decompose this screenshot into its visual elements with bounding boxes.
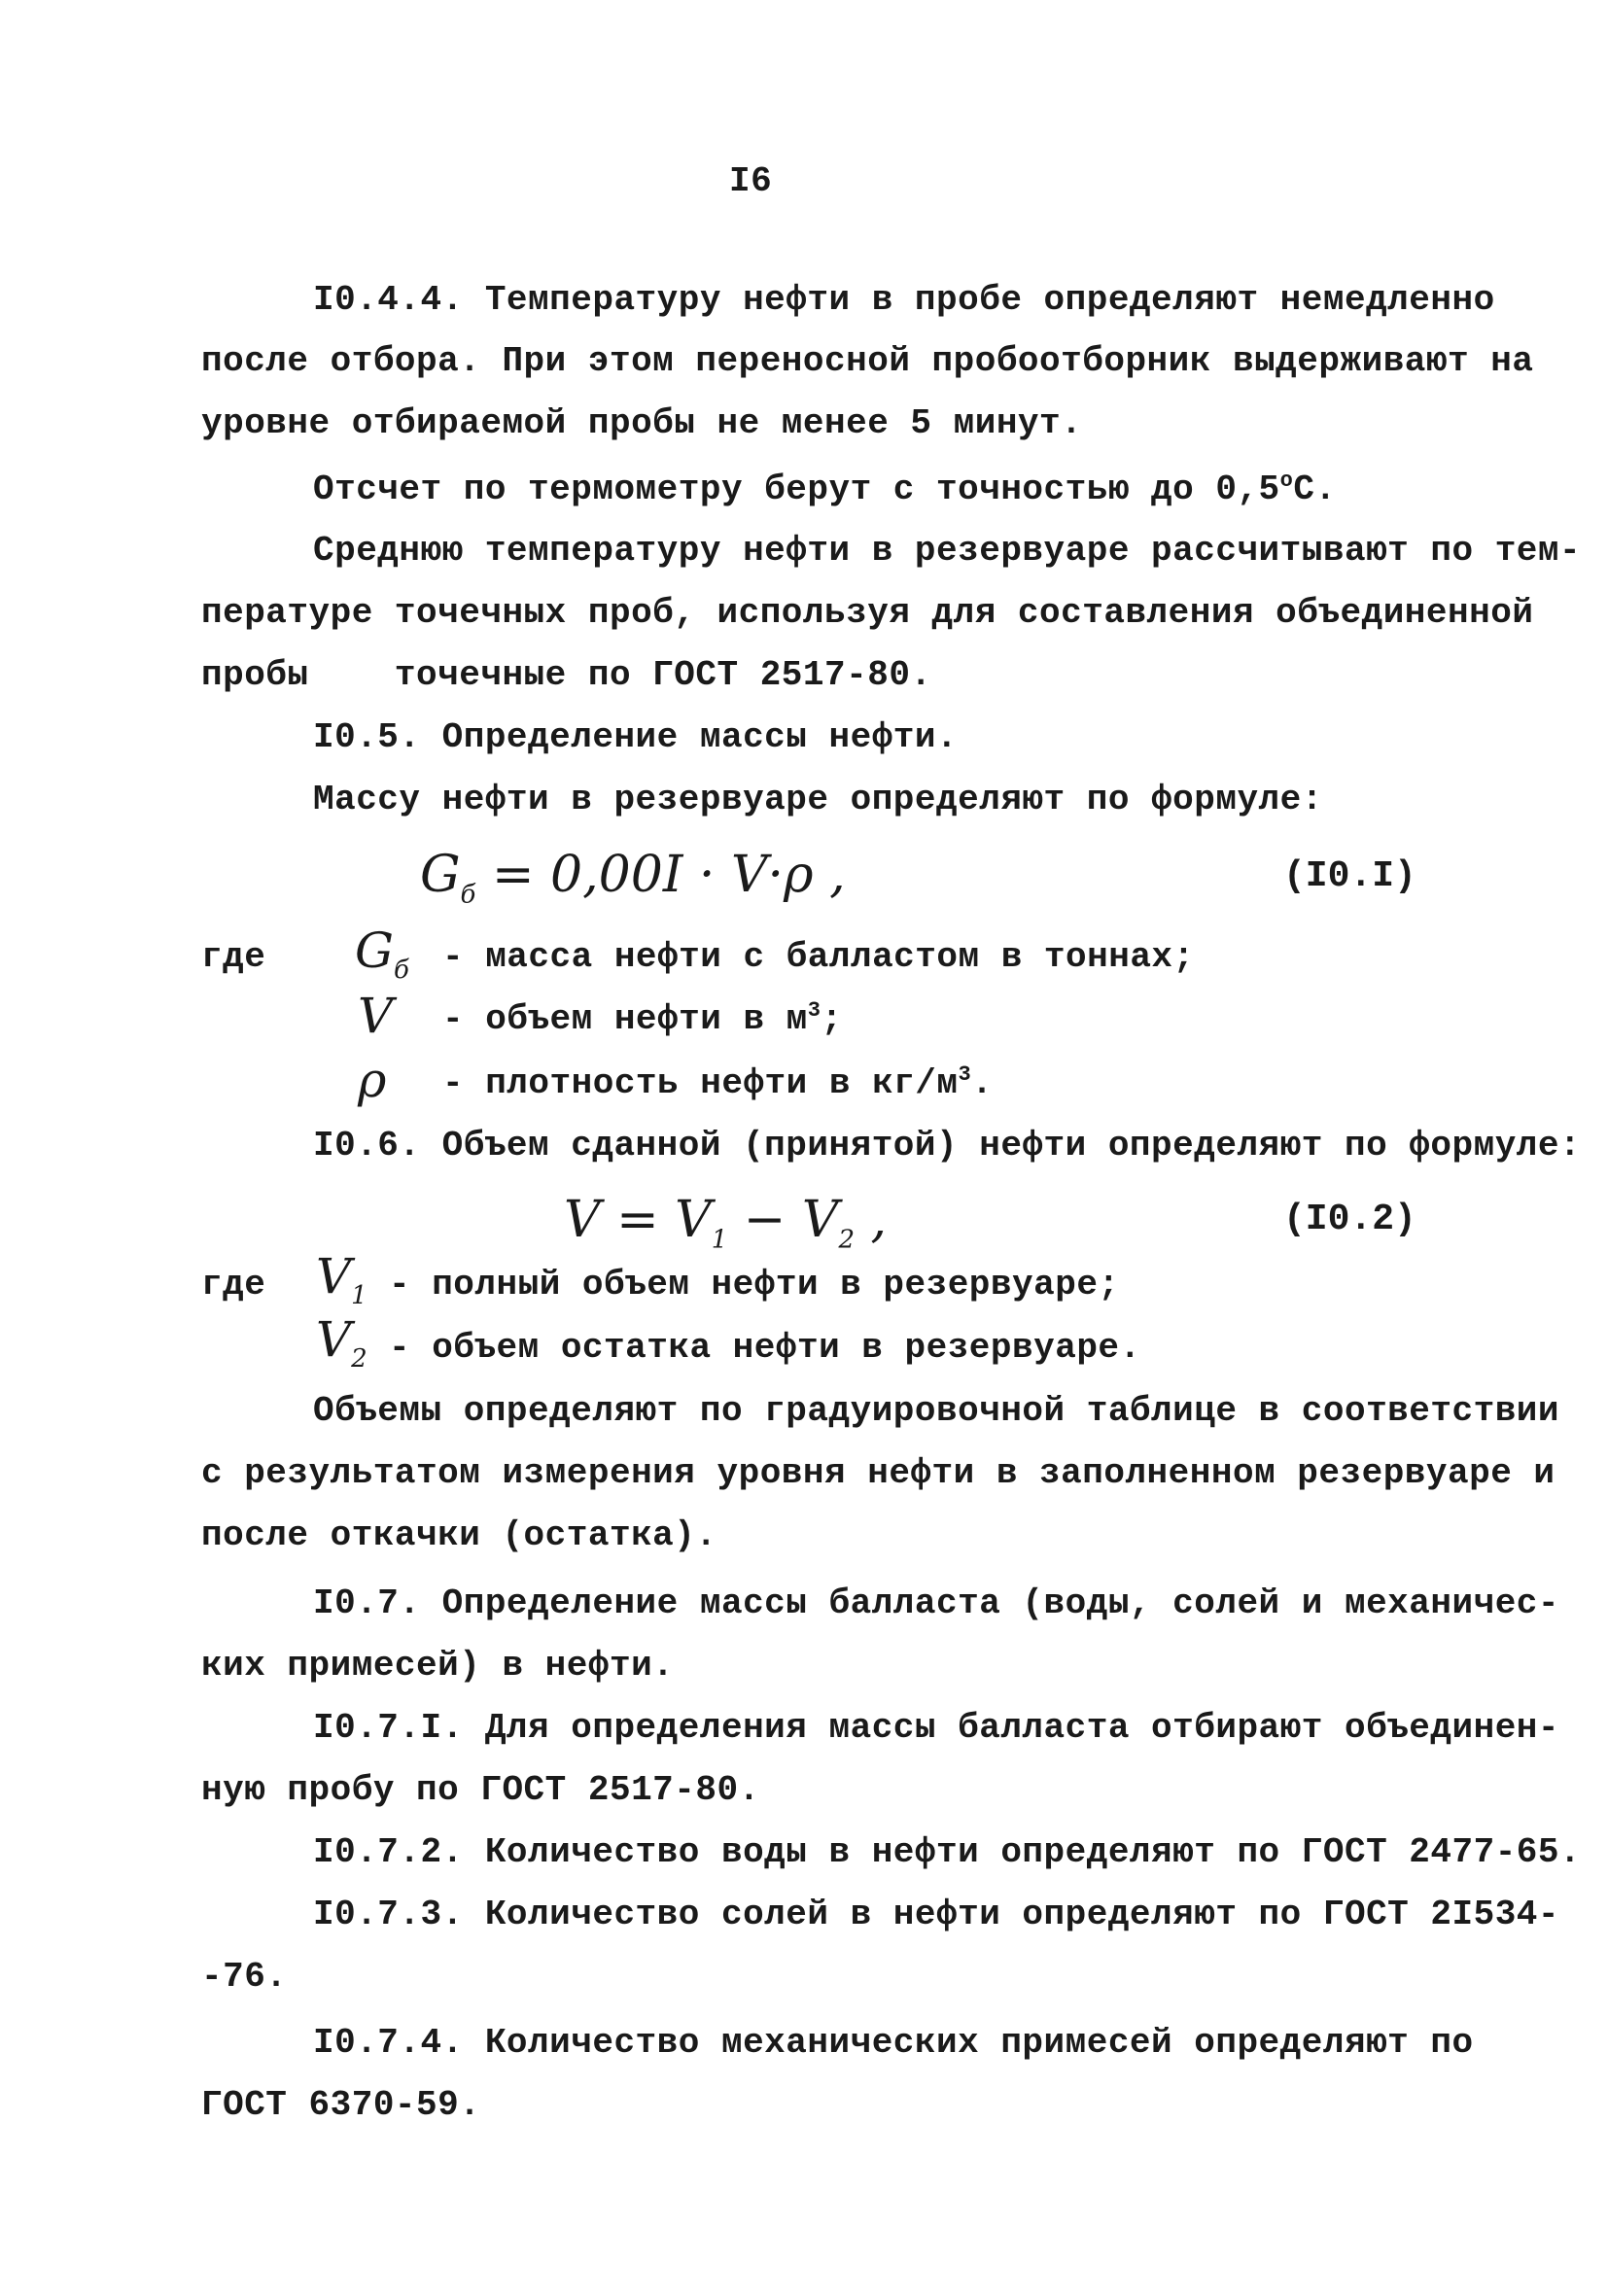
degree-sign: о — [1279, 469, 1294, 493]
formula-2 — [564, 1191, 888, 1255]
text-line: I0.7.4. Количество механических примесей определяют по — [313, 2023, 1474, 2063]
section-heading: I0.7. Определение массы балласта (воды, солей и механичес- — [313, 1583, 1560, 1623]
formula-rhs: = 0,00I · V·ρ , — [475, 846, 846, 904]
formula-subscript: б — [460, 880, 476, 910]
page-number: I6 — [729, 161, 773, 201]
text-line: с результатом измерения уровня нефти в заполненном резервуаре и — [201, 1453, 1556, 1493]
text-line: уровне отбираемой пробы не менее 5 минут. — [201, 403, 1083, 443]
formula-lhs: G — [420, 846, 461, 904]
text-segment: ; — [821, 999, 843, 1039]
text-line: I0.7.3. Количество солей в нефти определяют по ГОСТ 2I534- — [313, 1895, 1560, 1934]
text-line: ГОСТ 6370-59. — [201, 2085, 481, 2125]
formula-part: , — [855, 1191, 888, 1249]
superscript: 3 — [958, 1062, 972, 1087]
symbol-letter: G — [355, 922, 394, 979]
symbol — [316, 1248, 367, 1310]
text-segment: - объем нефти в м — [442, 999, 808, 1039]
formula-subscript: 1 — [711, 1225, 728, 1255]
text-line: I0.7.2. Количество воды в нефти определяют по ГОСТ 2477-65. — [313, 1832, 1582, 1872]
symbol-letter: V — [316, 1248, 352, 1305]
definition — [442, 998, 843, 1041]
text-line: после отбора. При этом переносной пробоотборник выдерживают на — [201, 341, 1534, 381]
text-line: I0.4.4. Температуру нефти в пробе определяют немедленно — [313, 280, 1495, 320]
text-line: ную пробу по ГОСТ 2517-80. — [201, 1770, 760, 1810]
symbol-subscript: 2 — [351, 1344, 367, 1374]
where-label: где — [201, 937, 266, 977]
formula-part: V = V — [564, 1191, 712, 1249]
symbol — [355, 922, 409, 985]
section-heading: I0.5. Определение массы нефти. — [313, 717, 959, 757]
text-line: пературе точечных проб, используя для составления объединенной — [201, 593, 1534, 633]
text-line: I0.7.I. Для определения массы балласта отбирают объединен- — [313, 1708, 1560, 1748]
definition: - полный объем нефти в резервуаре; — [389, 1265, 1120, 1305]
text-segment: С. — [1293, 470, 1337, 509]
symbol — [316, 1311, 367, 1374]
symbol-subscript: б — [393, 956, 409, 985]
formula-1 — [420, 846, 846, 910]
symbol: V — [358, 988, 394, 1044]
definition: - масса нефти с балластом в тоннах; — [442, 937, 1195, 977]
text-line — [313, 469, 1337, 511]
definition — [442, 1062, 993, 1105]
text-segment: . — [971, 1063, 994, 1103]
text-line: -76. — [201, 1957, 288, 1997]
text-line: ких примесей) в нефти. — [201, 1646, 675, 1686]
symbol-subscript: 1 — [351, 1281, 367, 1310]
formula-number: (I0.2) — [1283, 1199, 1416, 1240]
formula-part: − V — [727, 1191, 839, 1249]
text-line: пробы точечные по ГОСТ 2517-80. — [201, 655, 932, 695]
symbol-letter: V — [316, 1311, 352, 1368]
text-line: Массу нефти в резервуаре определяют по формуле: — [313, 780, 1323, 819]
text-line: после откачки (остатка). — [201, 1515, 717, 1555]
text-segment: Отсчет по термометру берут с точностью до 0,5 — [313, 470, 1280, 509]
symbol: ρ — [358, 1052, 387, 1108]
definition: - объем остатка нефти в резервуаре. — [389, 1328, 1141, 1368]
text-segment: - плотность нефти в кг/м — [442, 1063, 959, 1103]
formula-subscript: 2 — [838, 1225, 856, 1255]
section-heading: I0.6. Объем сданной (принятой) нефти определяют по формуле: — [313, 1126, 1582, 1165]
formula-number: (I0.I) — [1283, 855, 1416, 897]
text-line: Среднюю температуру нефти в резервуаре рассчитывают по тем- — [313, 531, 1582, 571]
text-line: Объемы определяют по градуировочной таблице в соответствии — [313, 1391, 1560, 1431]
superscript: 3 — [807, 998, 821, 1023]
where-label: где — [201, 1265, 266, 1305]
